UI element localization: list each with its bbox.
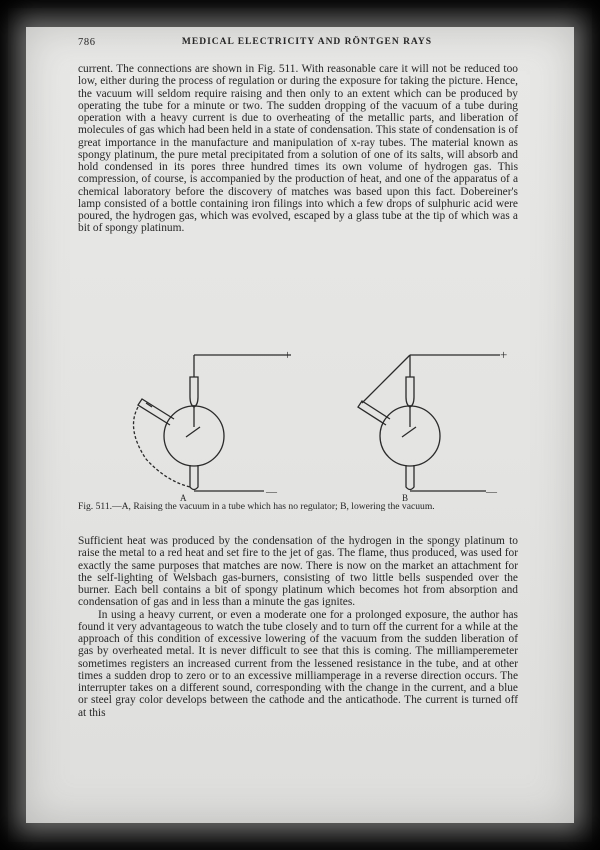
- text-block-bottom: [78, 535, 518, 719]
- paragraph-1: current. The connections are shown in Fig. 511. With reasonable care it will not be reduced too low, either during the process of regulation or during the exposure for taking the picture. Hence, the vacuum will seldom require raising and then only to an extent which can be produced by operating the tube for a minute or two. The sudden dropping of the vacuum of a tube during operation with a heavy current is due to overheating of the metallic parts, and liberation of molecules of gas which had been held in a state of condensation. This state of condensation is of great importance in the manufacture and manipulation of x-ray tubes. The material known as spongy platinum, the pure metal precipitated from a solution of one of its salts, will absorb and hold condensed in its pores three hundred times its own volume of hydrogen gas. This compression, of course, is accompanied by the production of heat, and one of the apparatus of a chemical laboratory before the discovery of matches was based upon this fact. Dobereiner's lamp consisted of a bottle containing iron filings into which a few drops of sulphuric acid were poured, the hydrogen gas, which was evolved, escaped by a glass tube at the tip of which was a bit of spongy platinum.: [78, 63, 518, 235]
- figure-label-a: A: [180, 493, 187, 503]
- plus-terminal-a: +: [284, 347, 292, 362]
- figure-511: [86, 319, 526, 499]
- figure-label-b: B: [402, 493, 409, 503]
- paragraph-2: Sufficient heat was produced by the condensation of the hydrogen in the spongy platinum to raise the metal to a red heat and set fire to the jet of gas. The flame, thus produced, was used for exactly the same purposes that matches are now. There is now on the market an attachment for the self-lighting of Welsbach gas-burners, consisting of two little bells suspended over the burner. Each bell contains a bit of spongy platinum which becomes hot from absorption and condensation of gas and in less than a minute the gas ignites.: [78, 535, 518, 609]
- xray-tube-b: [358, 355, 500, 491]
- page-number: 786: [78, 37, 96, 48]
- page-header: [78, 37, 536, 51]
- book-page: [26, 27, 574, 823]
- figure-caption: Fig. 511.—A, Raising the vacuum in a tube which has no regulator; B, lowering the vacuum.: [78, 501, 435, 512]
- xray-tube-a: [134, 355, 292, 491]
- running-head: MEDICAL ELECTRICITY AND RÖNTGEN RAYS: [181, 37, 433, 47]
- text-block-top: [78, 63, 518, 235]
- plus-terminal-b: +: [500, 347, 508, 362]
- paragraph-3: In using a heavy current, or even a moderate one for a prolonged exposure, the author has found it very advantageous to watch the tube closely and to turn off the current for a while at the approach of this condition of excessive lowering of the vacuum from the sudden liberation of gas by overheated metal. It is never difficult to see that this is coming. The milliamperemeter sometimes registers an increased current from the lessened resistance in the tube, and at other times a sudden drop to zero or to an excessive milliamperage in a reverse direction occurs. The interrupter takes on a different sound, corresponding with the change in the current, and a blue or steel gray color develops between the cathode and the anticathode. The current is turned off at this: [78, 608, 518, 719]
- minus-terminal-a: —: [266, 486, 277, 498]
- minus-terminal-b: —: [486, 486, 497, 498]
